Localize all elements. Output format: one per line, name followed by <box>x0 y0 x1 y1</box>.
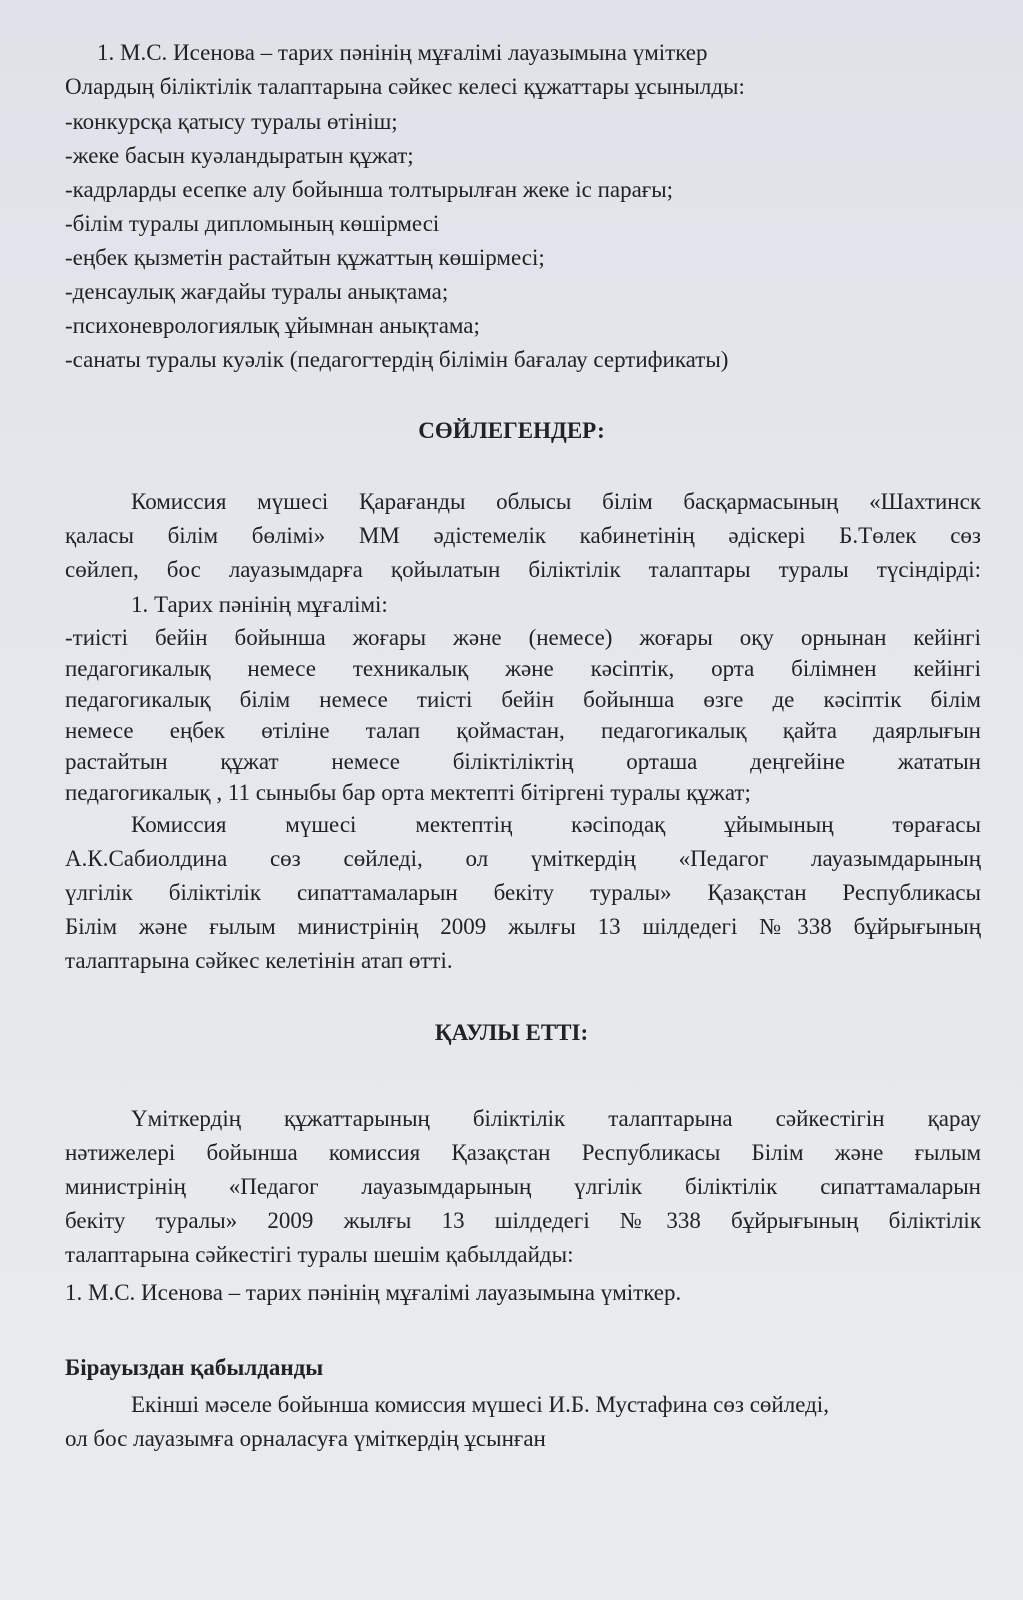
speaker1-line: Комиссия мүшесі Қарағанды облысы білім басқармасының «Шахтинск <box>131 489 981 514</box>
resolution-item: 1. М.С. Исенова – тарих пәнінің мұғалімі лауазымына үміткер. <box>65 1280 682 1305</box>
speaker2-line: А.К.Сабиолдина сөз сөйледі, ол үміткердің «Педагог лауазымдарының <box>65 846 981 871</box>
requirement-line: немесе еңбек өтіліне талап қоймастан, педагогикалық қайта даярлығын <box>65 718 981 743</box>
document-list-item: -конкурсқа қатысу туралы өтініш; <box>65 109 398 134</box>
speaker1-line: сөйлеп, бос лауазымдарға қойылатын біліктілік талаптары туралы түсіндірді: <box>65 557 981 582</box>
speaker2-line: үлгілік біліктілік сипаттамаларын бекіту туралы» Қазақстан Республикасы <box>65 880 981 905</box>
document-list-item: -еңбек қызметін растайтын құжаттың көшірмесі; <box>65 245 545 270</box>
resolution-line: нәтижелері бойынша комиссия Қазақстан Республикасы Білім және ғылым <box>65 1140 981 1165</box>
second-issue-line: ол бос лауазымға орналасуға үміткердің ұсынған <box>65 1426 546 1451</box>
resolution-line: талаптарына сәйкестігі туралы шешім қабылдайды: <box>65 1242 574 1267</box>
resolution-line: бекіту туралы» 2009 жылғы 13 шілдедегі №338 бұйрығының біліктілік <box>65 1208 981 1233</box>
document-list-item: -жеке басын куәландыратын құжат; <box>65 143 414 168</box>
requirement-line: растайтын құжат немесе біліктіліктің орташа деңгейіне жататын <box>65 749 981 774</box>
second-issue-line: Екінші мәселе бойынша комиссия мүшесі И.Б. Мустафина сөз сөйледі, <box>131 1392 829 1417</box>
speaker2-line: Комиссия мүшесі мектептің кәсіподақ ұйымының төрағасы <box>131 812 981 837</box>
speaker1-line: қаласы білім бөлімі» ММ әдістемелік кабинетінің әдіскері Б.Төлек сөз <box>65 523 981 548</box>
unanimous-label: Бірауыздан қабылданды <box>65 1355 324 1380</box>
document-list-item: -санаты туралы куәлік (педагогтердің білімін бағалау сертификаты) <box>65 347 729 372</box>
document-list-item: -психоневрологиялық ұйымнан анықтама; <box>65 313 480 338</box>
document-list-item: -денсаулық жағдайы туралы анықтама; <box>65 279 449 304</box>
subject-item: 1. Тарих пәнінің мұғалімі: <box>131 592 388 617</box>
requirement-line: педагогикалық , 11 сыныбы бар орта мектепті бітіргені туралы құжат; <box>65 780 751 805</box>
speakers-heading: СӨЙЛЕГЕНДЕР: <box>418 418 605 443</box>
document-list-item: -білім туралы дипломының көшірмесі <box>65 211 440 236</box>
candidate-heading: 1. М.С. Исенова – тарих пәнінің мұғалімі лауазымына үміткер <box>97 40 708 65</box>
resolution-heading: ҚАУЛЫ ЕТТІ: <box>434 1020 589 1045</box>
requirement-line: педагогикалық немесе техникалық және кәсіптік, орта білімнен кейінгі <box>65 656 981 681</box>
speaker2-line: талаптарына сәйкес келетінін атап өтті. <box>65 948 453 973</box>
requirement-line: педагогикалық білім немесе тиісті бейін бойынша өзге де кәсіптік білім <box>65 687 981 712</box>
speaker2-line: Білім және ғылым министрінің 2009 жылғы 13 шілдедегі №338 бұйрығының <box>65 914 981 939</box>
resolution-line: министрінің «Педагог лауазымдарының үлгілік біліктілік сипаттамаларын <box>65 1174 981 1199</box>
resolution-line: Үміткердің құжаттарының біліктілік талаптарына сәйкестігін қарау <box>131 1106 981 1131</box>
requirement-line: -тиісті бейін бойынша жоғары және (немесе) жоғары оқу орнынан кейінгі <box>65 625 981 650</box>
document-list-item: -кадрларды есепке алу бойынша толтырылған жеке іс парағы; <box>65 177 674 202</box>
documents-intro: Олардың біліктілік талаптарына сәйкес келесі құжаттары ұсынылды: <box>65 74 745 99</box>
